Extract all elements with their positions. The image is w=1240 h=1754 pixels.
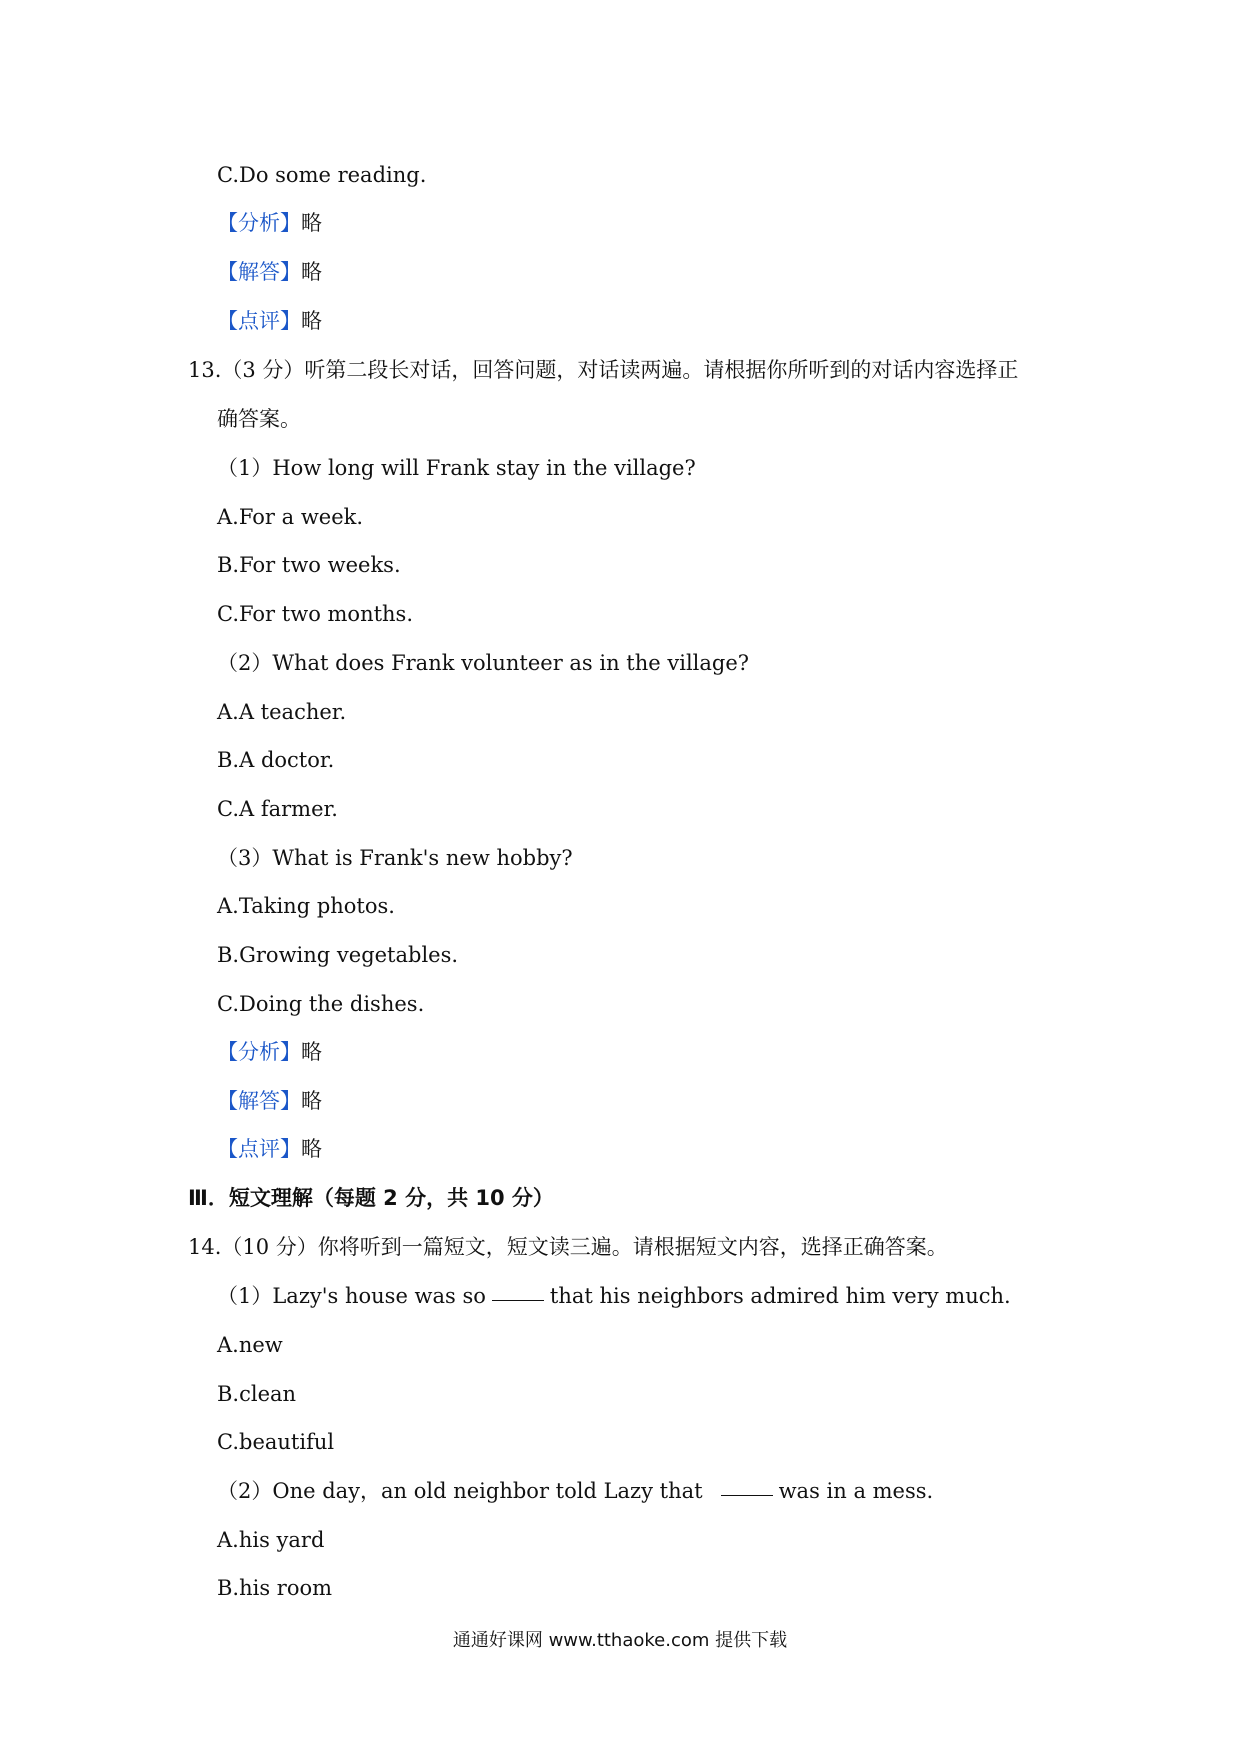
q13-sub3-question: （3）What is Frank's new hobby?: [217, 846, 573, 870]
q13-sub3-option-b: B.Growing vegetables.: [217, 943, 459, 967]
q13-sub1-option-a: A.For a week.: [217, 505, 364, 529]
q13-sub3-option-a: A.Taking photos.: [217, 894, 395, 918]
answer-label: 【解答】: [217, 260, 301, 284]
q14-sub2-question-before: （2）One day，an old neighbor told Lazy that: [217, 1479, 703, 1503]
q14-sub1-question: [217, 1281, 1011, 1311]
q13-sub2-option-a: A.A teacher.: [217, 700, 347, 724]
q13-sub1-question: （1）How long will Frank stay in the village?: [217, 456, 696, 480]
q12-option-c: C.Do some reading.: [217, 163, 427, 187]
q12-comment: [217, 306, 322, 336]
answer-text: 略: [301, 260, 322, 284]
q13-stem-line1: 13.（3 分）听第二段长对话，回答问题，对话读两遍。请根据你所听到的对话内容选择正: [188, 358, 1019, 382]
answer-label: 【解答】: [217, 1089, 301, 1113]
comment-text: 略: [301, 1137, 322, 1161]
analysis-text: 略: [301, 1040, 322, 1064]
q14-sub1-option-c: C.beautiful: [217, 1430, 335, 1454]
q13-stem-line2: 确答案。: [217, 407, 301, 431]
q13-analysis: [217, 1037, 322, 1067]
analysis-label: 【分析】: [217, 211, 301, 235]
answer-blank: [492, 1299, 544, 1301]
answer-blank: [721, 1494, 773, 1496]
q14-stem: 14.（10 分）你将听到一篇短文，短文读三遍。请根据短文内容，选择正确答案。: [188, 1235, 948, 1259]
q14-sub2-question-after: was in a mess.: [778, 1479, 934, 1503]
q14-sub1-option-a: A.new: [217, 1333, 283, 1357]
analysis-text: 略: [301, 211, 322, 235]
q13-sub1-option-b: B.For two weeks.: [217, 553, 401, 577]
comment-label: 【点评】: [217, 309, 301, 333]
q14-sub1-question-after: that his neighbors admired him very much.: [549, 1284, 1011, 1308]
q14-sub2-option-a: A.his yard: [217, 1528, 325, 1552]
q13-sub2-option-c: C.A farmer.: [217, 797, 338, 821]
q12-analysis: [217, 208, 322, 238]
q14-sub1-option-b: B.clean: [217, 1382, 297, 1406]
q13-sub3-option-c: C.Doing the dishes.: [217, 992, 425, 1016]
q13-sub2-question: （2）What does Frank volunteer as in the village?: [217, 651, 750, 675]
q13-sub1-option-c: C.For two months.: [217, 602, 414, 626]
q13-comment: [217, 1134, 322, 1164]
q13-sub2-option-b: B.A doctor.: [217, 748, 335, 772]
page-footer: 通通好课网 www.tthaoke.com 提供下载: [452, 1630, 788, 1651]
section-3-title: Ⅲ．短文理解（每题 2 分，共 10 分）: [188, 1186, 554, 1210]
q14-sub1-question-before: （1）Lazy's house was so: [217, 1284, 486, 1308]
comment-label: 【点评】: [217, 1137, 301, 1161]
q12-answer: [217, 257, 322, 287]
comment-text: 略: [301, 309, 322, 333]
q13-answer: [217, 1086, 322, 1116]
answer-text: 略: [301, 1089, 322, 1113]
analysis-label: 【分析】: [217, 1040, 301, 1064]
q14-sub2-question: [217, 1476, 933, 1506]
q14-sub2-option-b: B.his room: [217, 1576, 333, 1600]
